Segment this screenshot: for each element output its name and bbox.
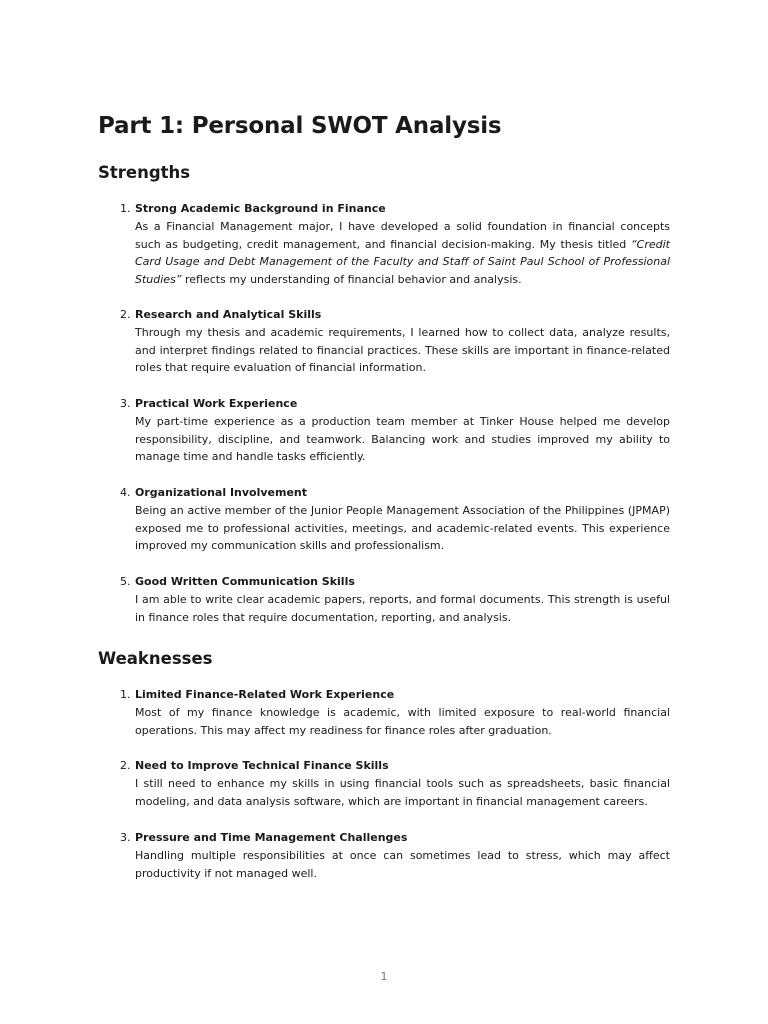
strengths-heading: Strengths — [98, 163, 191, 182]
item-title: Strong Academic Background in Finance — [135, 202, 386, 215]
strength-item-1 — [120, 200, 670, 289]
item-number: 3. — [120, 397, 131, 410]
body-text: reflects my understanding of financial behavior and analysis. — [181, 273, 522, 287]
item-title: Research and Analytical Skills — [135, 308, 322, 321]
item-body: I still need to enhance my skills in using financial tools such as spreadsheets, basic financial modeling, and data analysis software, which are important in financial management careers. — [135, 776, 670, 808]
item-body: Handling multiple responsibilities at once can sometimes lead to stress, which may affect productivity if not managed well. — [135, 848, 670, 880]
item-number: 1. — [120, 202, 131, 215]
weakness-item-2 — [120, 757, 670, 810]
thesis-title: “Credit Card Usage and Debt Management of the Faculty and Staff of Saint Paul School of Professional Studies” — [135, 237, 670, 287]
page-title: Part 1: Personal SWOT Analysis — [98, 113, 502, 139]
item-number: 2. — [120, 308, 131, 321]
body-text: As a Financial Management major, I have developed a solid foundation in financial concepts such as budgeting, credit management, and financial decision-making. My thesis titled — [135, 219, 670, 251]
item-number: 5. — [120, 575, 131, 588]
item-title: Limited Finance-Related Work Experience — [135, 688, 395, 701]
weaknesses-heading: Weaknesses — [98, 649, 213, 668]
strength-item-5 — [120, 573, 670, 626]
page-number: 1 — [380, 970, 388, 983]
weakness-item-1 — [120, 686, 670, 739]
item-title: Need to Improve Technical Finance Skills — [135, 759, 389, 772]
strength-item-2 — [120, 306, 670, 377]
item-body: Most of my finance knowledge is academic, with limited exposure to real-world financial operations. This may affect my readiness for finance roles after graduation. — [135, 705, 670, 737]
item-body: Being an active member of the Junior People Management Association of the Philippines (JPMAP) exposed me to professional activities, meetings, and academic-related events. This experience improved my communication skills and professionalism. — [135, 503, 670, 553]
item-body: My part-time experience as a production team member at Tinker House helped me develop responsibility, discipline, and teamwork. Balancing work and studies improved my ability to manage time and handle tasks efficiently. — [135, 414, 670, 464]
item-number: 2. — [120, 759, 131, 772]
item-title: Good Written Communication Skills — [135, 575, 355, 588]
item-body — [135, 218, 670, 289]
item-body: I am able to write clear academic papers, reports, and formal documents. This strength is useful in finance roles that require documentation, reporting, and analysis. — [135, 592, 670, 624]
strength-item-3 — [120, 395, 670, 466]
item-title: Pressure and Time Management Challenges — [135, 831, 408, 844]
item-title: Organizational Involvement — [135, 486, 308, 499]
item-title: Practical Work Experience — [135, 397, 298, 410]
weakness-item-3 — [120, 829, 670, 882]
item-number: 4. — [120, 486, 131, 499]
item-number: 3. — [120, 831, 131, 844]
item-number: 1. — [120, 688, 131, 701]
strength-item-4 — [120, 484, 670, 555]
item-body: Through my thesis and academic requirements, I learned how to collect data, analyze results, and interpret findings related to financial practices. These skills are important in finance-related roles that require evaluation of financial information. — [135, 325, 670, 375]
